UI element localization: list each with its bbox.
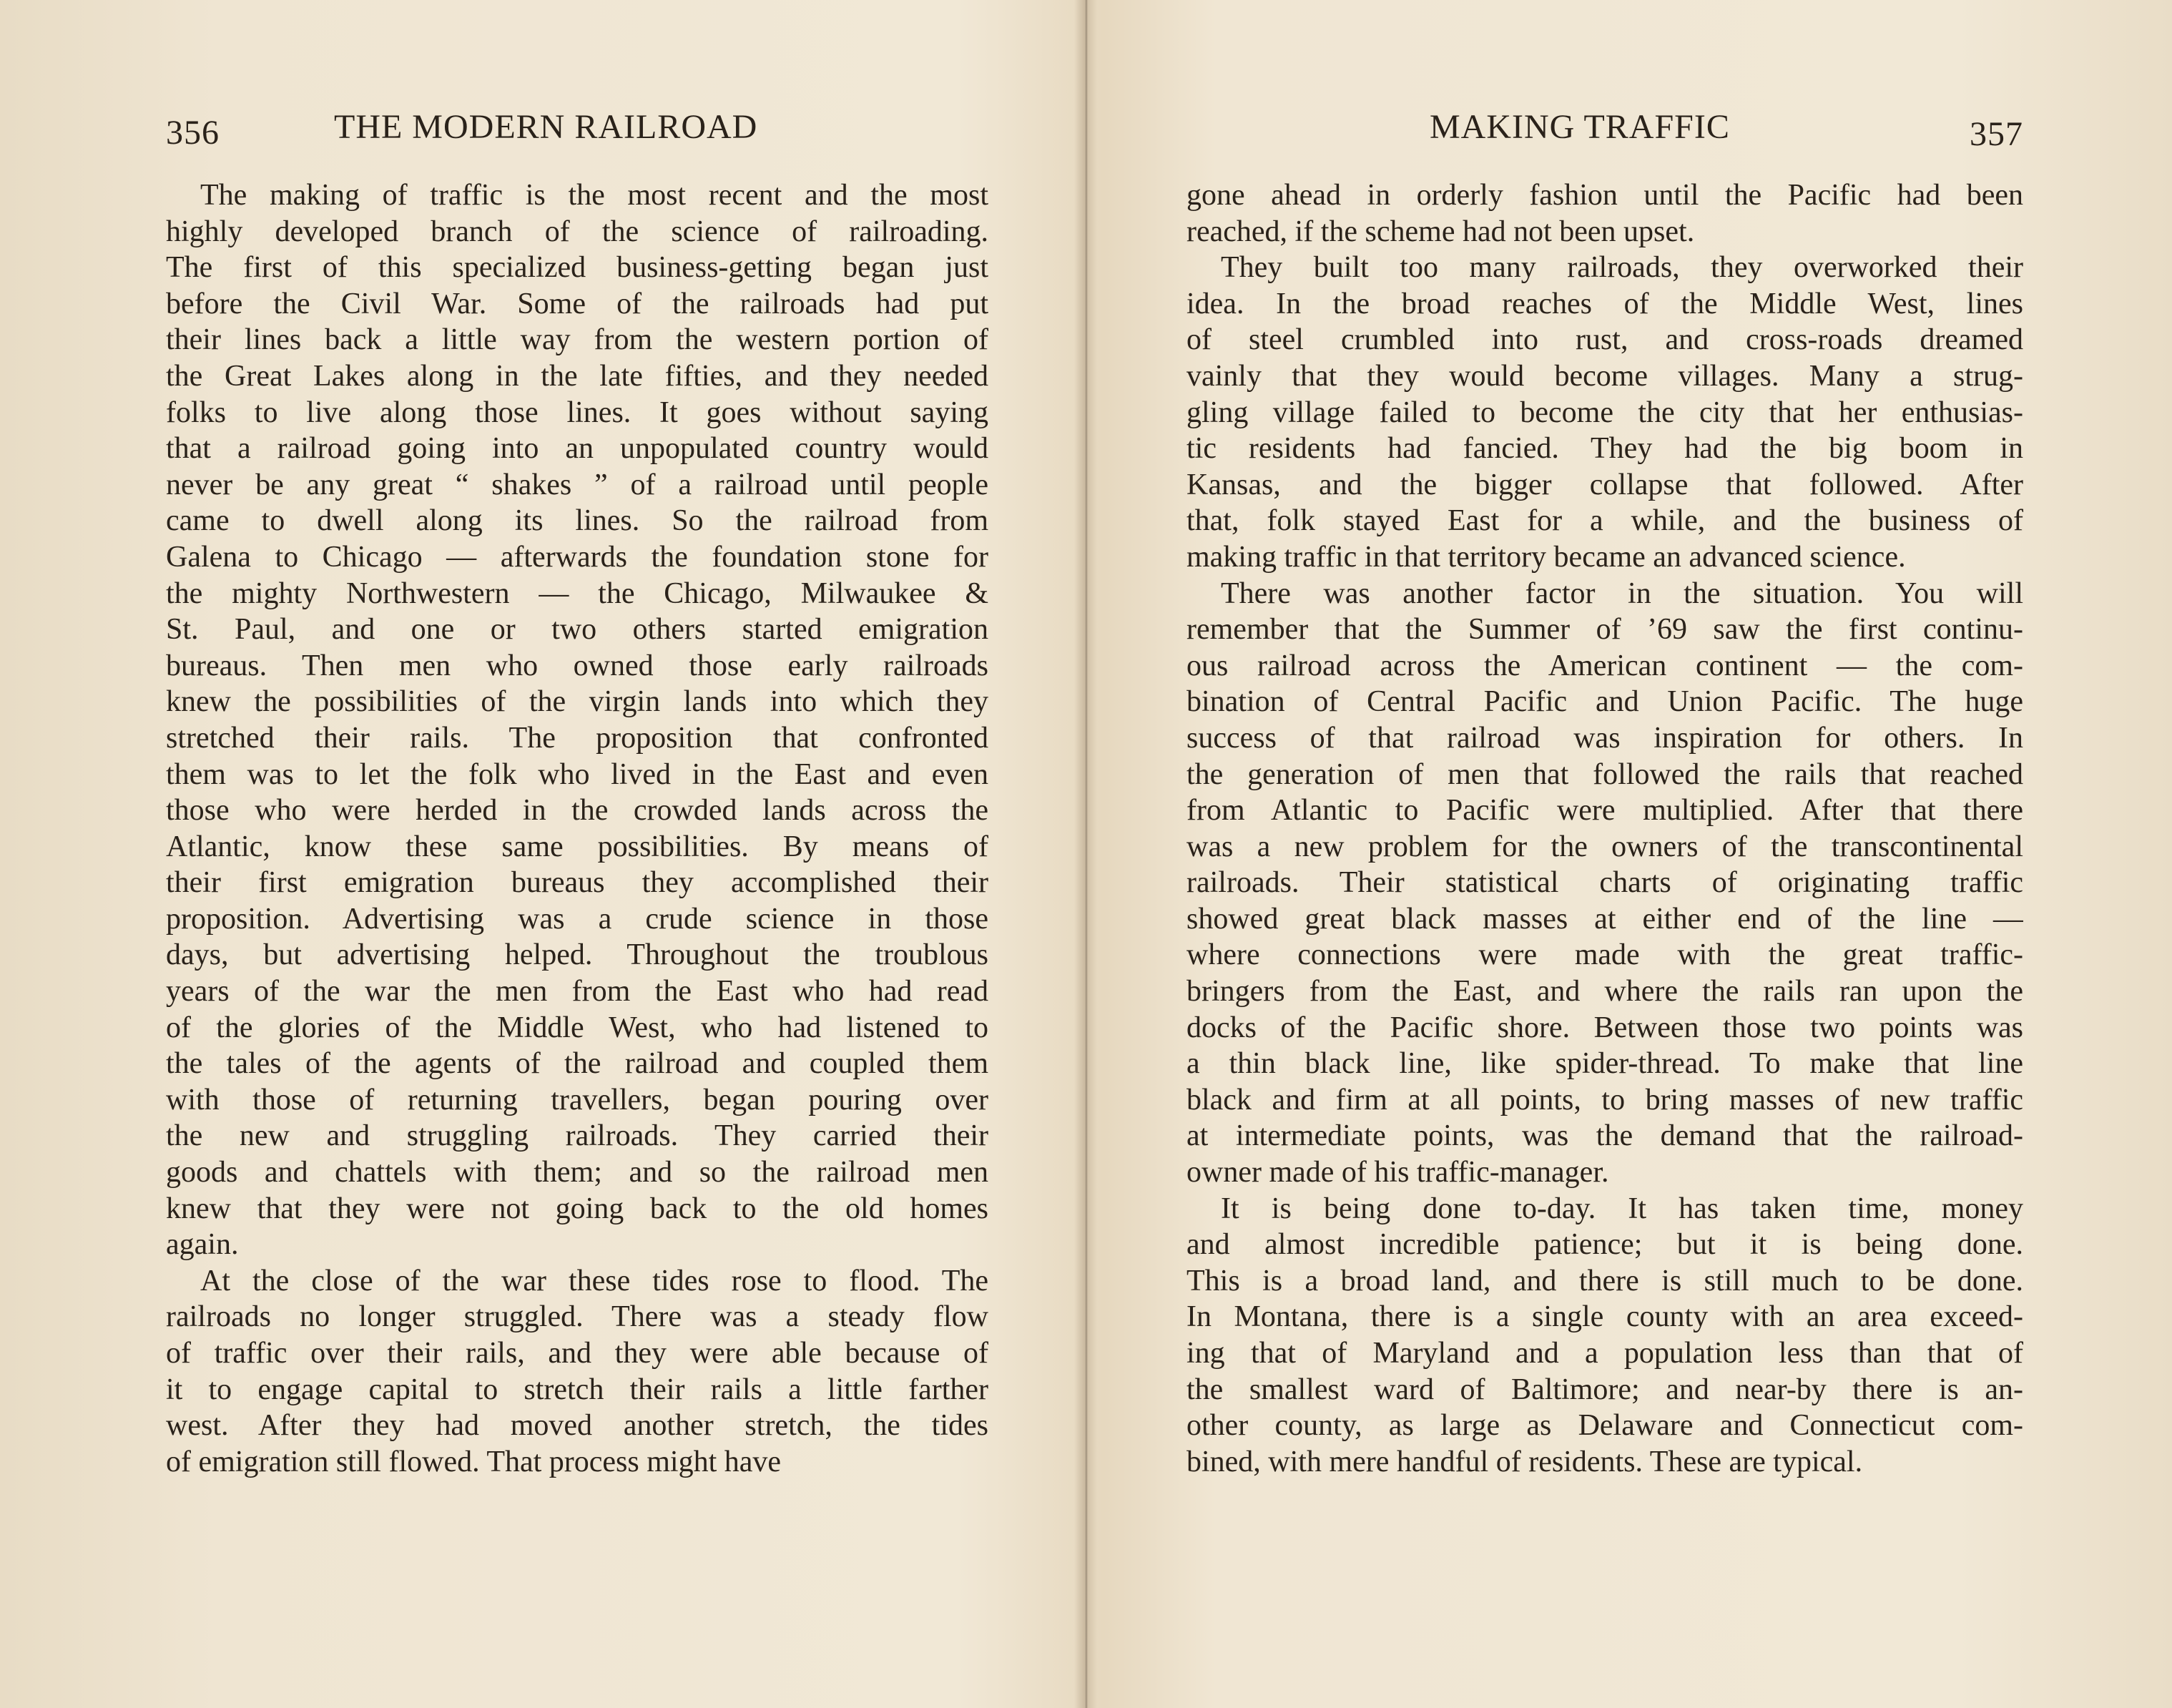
text-line: bination of Central Pacific and Union Pacific. The huge (1186, 685, 2023, 719)
text-line: goods and chattels with them; and so the railroad men (166, 1156, 988, 1189)
text-line: those who were herded in the crowded lands across the (166, 794, 988, 828)
text-line: with those of returning travellers, began pouring over (166, 1083, 988, 1116)
text-line: Atlantic, know these same possibilities. By means of (166, 830, 988, 863)
text-line: black and firm at all points, to bring masses of new traffic (1186, 1083, 2023, 1116)
text-line: where connections were made with the great traffic- (1186, 938, 2023, 972)
text-line: a thin black line, like spider-thread. To make that line (1186, 1047, 2023, 1081)
text-line: bringers from the East, and where the rails ran upon the (1186, 975, 2023, 1008)
text-line: came to dwell along its lines. So the railroad from (166, 504, 988, 538)
text-line: the generation of men that followed the rails that reached (1186, 757, 2023, 791)
text-line: stretched their rails. The proposition that confronted (166, 721, 988, 755)
text-line: that a railroad going into an unpopulated country would (166, 432, 988, 466)
text-line: railroads no longer struggled. There was a steady flow (166, 1300, 988, 1334)
left-page-body (166, 177, 988, 1480)
text-line: highly developed branch of the science of railroading. (166, 215, 988, 248)
text-line: and almost incredible patience; but it is being done. (1186, 1228, 2023, 1262)
text-line: of steel crumbled into rust, and cross-roads dreamed (1186, 323, 2023, 357)
text-line: the Great Lakes along in the late fifties, and they needed (166, 359, 988, 393)
text-line: idea. In the broad reaches of the Middle West, lines (1186, 287, 2023, 320)
text-line: They built too many railroads, they overworked their (1221, 251, 2023, 285)
page-number: 357 (1970, 115, 2023, 153)
text-line: railroads. Their statistical charts of originating traffic (1186, 866, 2023, 900)
left-page (0, 0, 1083, 1708)
text-line: bureaus. Then men who owned those early railroads (166, 649, 988, 682)
text-line: Kansas, and the bigger collapse that followed. After (1186, 468, 2023, 501)
text-line: There was another factor in the situation. You will (1221, 576, 2023, 610)
text-line: ous railroad across the American continent — the com- (1186, 649, 2023, 682)
text-line: In Montana, there is a single county with an area exceed- (1186, 1300, 2023, 1334)
left-page-header (166, 107, 988, 150)
text-line: their lines back a little way from the western portion of (166, 323, 988, 357)
text-line: gone ahead in orderly fashion until the Pacific had been (1186, 179, 2023, 212)
text-line: proposition. Advertising was a crude science in those (166, 902, 988, 936)
text-line: knew the possibilities of the virgin lands into which they (166, 685, 988, 719)
text-line: days, but advertising helped. Throughout the troublous (166, 938, 988, 972)
text-line: Galena to Chicago — afterwards the foundation stone for (166, 540, 988, 574)
running-head: MAKING TRAFFIC (1430, 108, 1730, 146)
right-page-body (1186, 177, 2023, 1480)
text-line: west. After they had moved another stretch, the tides (166, 1409, 988, 1443)
text-line: It is being done to-day. It has taken time, money (1221, 1192, 2023, 1225)
text-line: docks of the Pacific shore. Between those two points was (1186, 1011, 2023, 1044)
text-line: never be any great “ shakes ” of a railroad until people (166, 468, 988, 501)
text-line: from Atlantic to Pacific were multiplied. After that there (1186, 794, 2023, 828)
text-line: of traffic over their rails, and they were able because of (166, 1337, 988, 1370)
text-line: the smallest ward of Baltimore; and near-by there is an- (1186, 1373, 2023, 1406)
text-line: showed great black masses at either end of the line — (1186, 902, 2023, 936)
text-line: that, folk stayed East for a while, and the business of (1186, 504, 2023, 538)
text-line: success of that railroad was inspiration for others. In (1186, 721, 2023, 755)
text-line: tic residents had fancied. They had the big boom in (1186, 432, 2023, 466)
text-line: of the glories of the Middle West, who had listened to (166, 1011, 988, 1044)
text-line: vainly that they would become villages. Many a strug- (1186, 359, 2023, 393)
text-line: The first of this specialized business-getting began just (166, 251, 988, 285)
text-line: This is a broad land, and there is still much to be done. (1186, 1264, 2023, 1297)
text-line: reached, if the scheme had not been upset. (1186, 215, 1695, 248)
text-line: the tales of the agents of the railroad and coupled them (166, 1047, 988, 1081)
text-line: it to engage capital to stretch their rails a little farther (166, 1373, 988, 1406)
text-line: of emigration still flowed. That process might have (166, 1445, 782, 1478)
text-line: knew that they were not going back to the old homes (166, 1192, 988, 1225)
text-line: making traffic in that territory became an advanced science. (1186, 540, 1906, 574)
text-line: before the Civil War. Some of the railroads had put (166, 287, 988, 320)
text-line: was a new problem for the owners of the transcontinental (1186, 830, 2023, 863)
text-line: bined, with mere handful of residents. These are typical. (1186, 1445, 1863, 1478)
text-line: their first emigration bureaus they accomplished their (166, 866, 988, 900)
page-number: 356 (166, 114, 220, 152)
text-line: folks to live along those lines. It goes without saying (166, 396, 988, 429)
text-line: St. Paul, and one or two others started emigration (166, 613, 988, 647)
text-line: the new and struggling railroads. They carried their (166, 1119, 988, 1153)
text-line: gling village failed to become the city that her enthusias- (1186, 396, 2023, 429)
text-line: at intermediate points, was the demand that the railroad- (1186, 1119, 2023, 1153)
right-page (1089, 0, 2172, 1708)
text-line: remember that the Summer of ’69 saw the first continu- (1186, 613, 2023, 647)
running-head: THE MODERN RAILROAD (334, 108, 758, 146)
text-line: other county, as large as Delaware and Connecticut com- (1186, 1409, 2023, 1443)
text-line: the mighty Northwestern — the Chicago, Milwaukee & (166, 576, 988, 610)
text-line: again. (166, 1228, 239, 1262)
text-line: The making of traffic is the most recent and the most (200, 179, 988, 212)
right-page-header (1186, 107, 2023, 153)
text-line: At the close of the war these tides rose to flood. The (200, 1264, 988, 1297)
text-line: owner made of his traffic-manager. (1186, 1156, 1609, 1189)
text-line: years of the war the men from the East who had read (166, 975, 988, 1008)
text-line: ing that of Maryland and a population less than that of (1186, 1337, 2023, 1370)
text-line: them was to let the folk who lived in the East and even (166, 757, 988, 791)
